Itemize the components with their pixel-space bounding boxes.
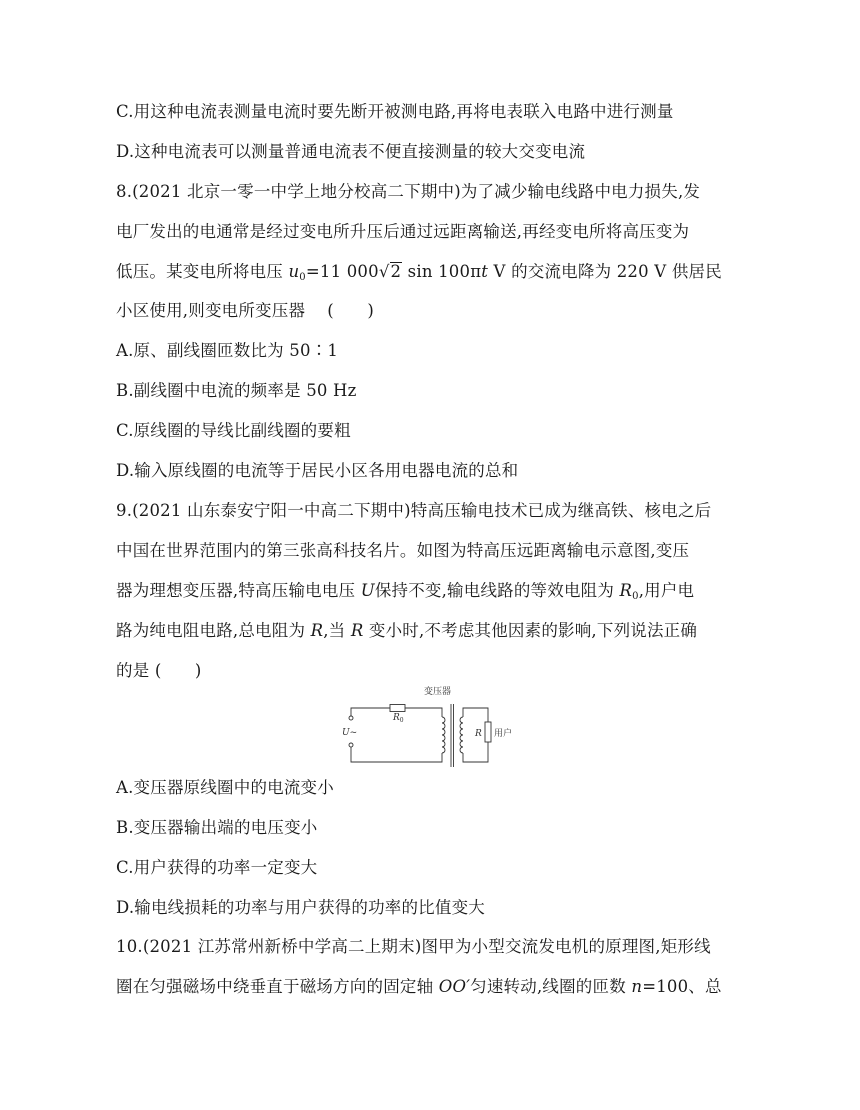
q8-stem-line-1: 8.(2021 北京一零一中学上地分校高二下期中)为了减少输电线路中电力损失,发: [116, 182, 701, 201]
user-label: 用户: [494, 729, 513, 739]
q10-stem-text-mid: 匀速转动,线圈的匝数: [470, 977, 632, 996]
voltage-subscript: 0: [299, 272, 306, 283]
q8-option-c: C.原线圈的导线比副线圈的要粗: [116, 421, 351, 440]
q7-option-c: C.用这种电流表测量电流时要先断开被测电路,再将电表联入电路中进行测量: [116, 102, 674, 121]
wire-secondary-top: [463, 708, 488, 722]
q10-stem-line-2: [116, 975, 722, 999]
q8-stem-line-4: 小区使用,则变电所变压器 ( ): [116, 301, 374, 320]
voltage-symbol: u: [288, 262, 300, 281]
q8-option-a: A.原、副线圈匝数比为 50∶1: [116, 341, 339, 360]
q9-stem-line-1: 9.(2021 山东泰安宁阳一中高二下期中)特高压输电技术已成为继高铁、核电之后: [116, 501, 712, 520]
resistance-subscript: 0: [632, 591, 639, 602]
load-r-label: R: [475, 729, 482, 739]
q9-stem-text-end: 变小时,不考虑其他因素的影响,下列说法正确: [363, 621, 698, 640]
q9-stem-line-2: 中国在世界范围内的第三张高科技名片。如图为特高压远距离输电示意图,变压: [116, 541, 690, 560]
q9-option-a: A.变压器原线圈中的电流变小: [116, 778, 334, 797]
q8-stem-text-end: V 的交流电降为 220 V 供居民: [488, 262, 722, 281]
q7-option-d: D.这种电流表可以测量普通电流表不便直接测量的较大交变电流: [116, 142, 586, 161]
transformer-label: 变压器: [424, 687, 452, 697]
q10-stem-text-end: =100、总: [642, 977, 722, 996]
q8-stem-text: 低压。某变电所将电压: [116, 262, 289, 281]
resistance-symbol: R: [619, 581, 633, 600]
q9-stem-text: 路为纯电阻电路,总电阻为: [116, 621, 311, 640]
source-label: U~: [342, 728, 358, 738]
source-terminal-top: [349, 716, 353, 720]
voltage-symbol: U: [360, 581, 375, 600]
secondary-coil: [460, 717, 463, 753]
q9-option-b: B.变压器输出端的电压变小: [116, 818, 318, 837]
q9-stem-line-5: 的是 ( ): [116, 661, 202, 680]
q9-option-c: C.用户获得的功率一定变大: [116, 858, 318, 877]
time-symbol: t: [481, 262, 489, 281]
turns-symbol: n: [631, 977, 643, 996]
q10-stem-text: 圈在匀强磁场中绕垂直于磁场方向的固定轴: [116, 977, 439, 996]
transmission-circuit-diagram: [340, 684, 530, 768]
q8-option-b: B.副线圈中电流的频率是 50 Hz: [116, 381, 357, 400]
q8-option-d: D.输入原线圈的电流等于居民小区各用电器电流的总和: [116, 461, 519, 480]
wire-top-right: [405, 708, 442, 717]
q9-stem-text-mid: ,当: [323, 621, 351, 640]
wire-bottom-left: [351, 747, 442, 762]
wire-top-left: [351, 708, 390, 716]
load-resistor: [485, 722, 491, 742]
voltage-amplitude: =11 000: [305, 262, 379, 281]
q8-stem-line-2: 电厂发出的电通常是经过变电所升压后通过远距离输送,再经变电所将高压变为: [116, 222, 690, 241]
wire-secondary-bottom: [463, 742, 488, 762]
resistance-symbol: R: [310, 621, 324, 640]
q9-stem-line-4: [116, 619, 697, 643]
r0-resistor: [390, 705, 405, 712]
q9-stem-text: 器为理想变压器,特高压输电电压: [116, 581, 361, 600]
sqrt-expression: √2: [378, 262, 402, 281]
q8-stem-line-3: [116, 260, 722, 290]
q9-stem-line-3: [116, 579, 694, 609]
axis-symbol: OO′: [438, 977, 471, 996]
primary-coil: [442, 717, 445, 753]
q9-stem-text-end: ,用户电: [638, 581, 695, 600]
q9-stem-text-mid: 保持不变,输电线路的等效电阻为: [374, 581, 620, 600]
sine-term: sin 100π: [402, 262, 482, 281]
q9-option-d: D.输电线损耗的功率与用户获得的功率的比值变大: [116, 898, 485, 917]
resistance-symbol: R: [350, 621, 364, 640]
q10-stem-line-1: 10.(2021 江苏常州新桥中学高二上期末)图甲为小型交流发电机的原理图,矩形线: [116, 937, 711, 956]
source-terminal-bottom: [349, 743, 353, 747]
r0-label: $R_0$: [393, 713, 404, 724]
